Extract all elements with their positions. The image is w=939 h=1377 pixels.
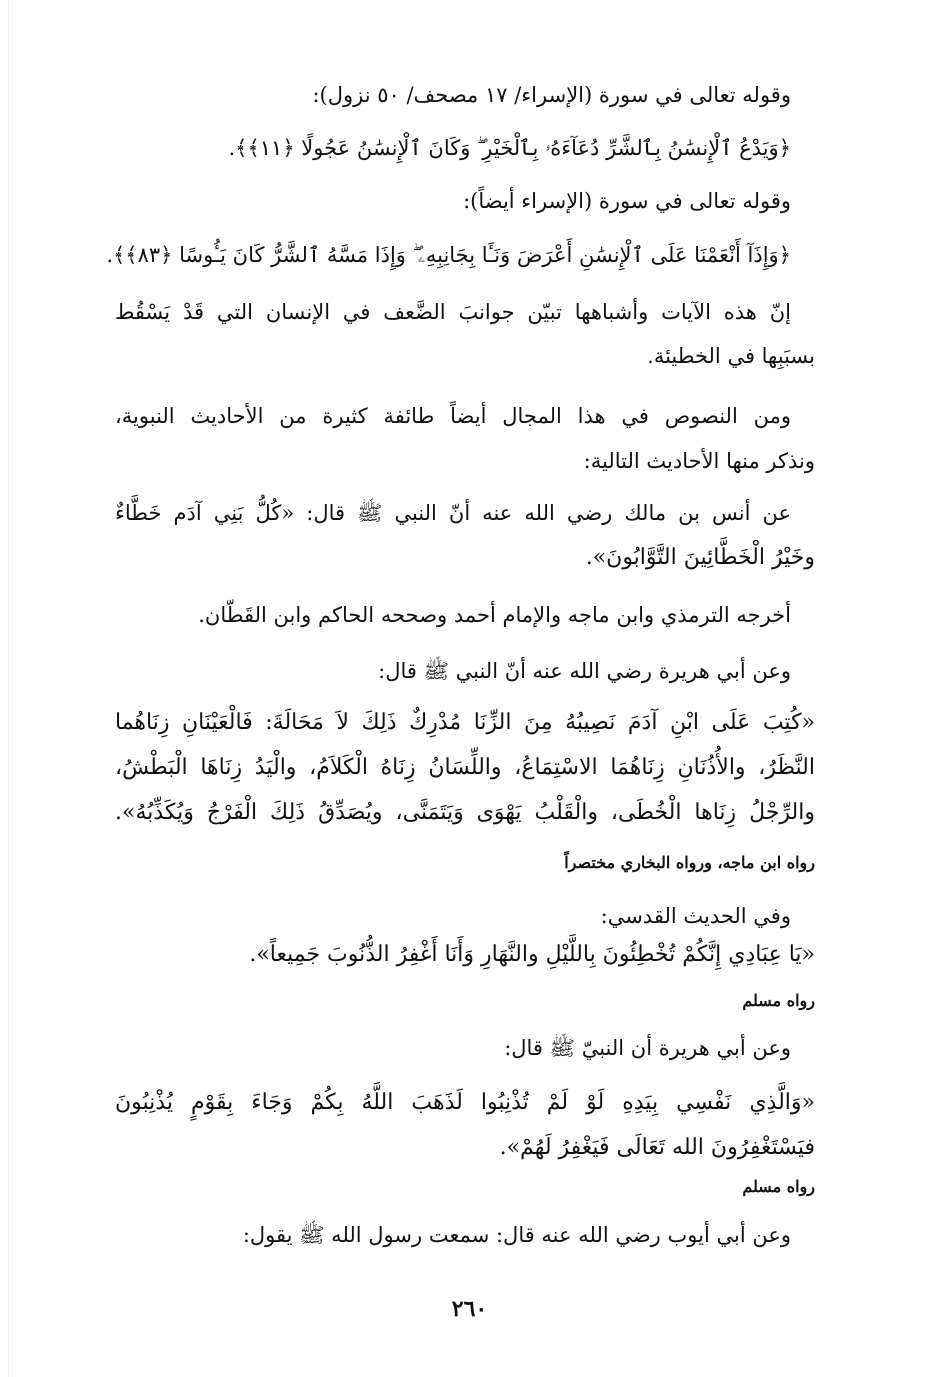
source-note: رواه ابن ماجه، ورواه البخاري مختصراً [564, 853, 815, 872]
narrator-line: وفي الحديث القدسي: [600, 904, 791, 928]
hadith-line: «وَالَّذِي نَفْسِي بِيَدِهِ لَوْ لَمْ تُذْنِبُوا لَذَهَبَ اللَّهُ بِكُمْ وَجَاءَ بِقَوْمٍ يُذْنِبُونَ [115, 1090, 815, 1115]
narrator-line: وعن أبي أيوب رضي الله عنه قال: سمعت رسول الله ﷺ يقول: [242, 1223, 791, 1247]
narrator-line: وعن أبي هريرة أن النبيّ ﷺ قال: [504, 1036, 791, 1060]
quran-verse-isra-83: ﴿وَإِذَآ أَنْعَمْنَا عَلَى ٱلْإِنسَٰنِ أَعْرَضَ وَنَـَٔا بِجَانِبِهِۦ ۖ وَإِذَا مَسَّهُ ٱلشَّرُّ كَانَ يَـُٔوسًا ﴿٨٣﴾﴾. [106, 243, 791, 267]
source-note: رواه مسلم [742, 1177, 815, 1196]
narrator-line: وعن أبي هريرة رضي الله عنه أنّ النبي ﷺ قال: [378, 659, 791, 683]
hadith-line: «يَا عِبَادِي إِنَّكُمْ تُخْطِئُونَ بِاللَّيْلِ والنَّهَارِ وَأَنَا أَغْفِرُ الذُّنُوبَ جَمِيعاً». [249, 942, 815, 967]
hadith-line: النَّظَرُ، والأُذُنَانِ زِنَاهُمَا الاسْتِمَاعُ، واللِّسَانُ زِنَاهُ الْكَلاَمُ، والْيَدُ زِنَاهَا الْبَطْشُ، [115, 755, 815, 780]
hadith-line: وخَيْرُ الْخَطَّائِينَ التَّوَّابُونَ». [585, 545, 815, 570]
hadith-line: «كُتِبَ عَلَى ابْنِ آدَمَ نَصِيبُهُ مِنَ الزِّنَا مُدْرِكٌ ذَلِكَ لاَ مَحَالَةَ: فَالْعَيْنَانِ زِنَاهُما [115, 710, 815, 735]
source-note: رواه مسلم [742, 991, 815, 1010]
takhrij-line: أخرجه الترمذي وابن ماجه والإمام أحمد وصححه الحاكم وابن القَطّان. [198, 603, 791, 627]
paragraph-line: ومن النصوص في هذا المجال أيضاً طائفة كثيرة من الأحاديث النبوية، [115, 404, 791, 428]
scan-margin [8, 0, 9, 1377]
paragraph-line: ونذكر منها الأحاديث التالية: [583, 449, 815, 473]
paragraph-line: بسبَبِها في الخطيئة. [647, 344, 815, 368]
paragraph-line: إنّ هذه الآيات وأشباهها تبيّن جوانبَ الضَّعف في الإنسان التي قَدْ يَسْقُط [115, 300, 791, 324]
quran-verse-isra-11: ﴿وَيَدْعُ ٱلْإِنسَٰنُ بِٱلشَّرِّ دُعَآءَهُۥ بِٱلْخَيْرِ ۖ وَكَانَ ٱلْإِنسَٰنُ عَجُولًا ﴿١١﴾﴾. [228, 136, 791, 160]
intro-line-isra-also: وقوله تعالى في سورة (الإسراء أيضاً): [463, 189, 791, 213]
page-number: ٢٦٠ [451, 1296, 488, 1322]
hadith-line: فيَسْتَغْفِرُونَ الله تَعَالَى فَيَغْفِرُ لَهُمْ». [499, 1135, 815, 1160]
hadith-line: والرِّجْلُ زِنَاها الْخُطَى، والْقَلْبُ يَهْوَى وَيَتَمَنَّى، ويُصَدِّقُ ذَلِكَ الْفَرْجُ وَيُكَذِّبُهُ». [115, 800, 815, 825]
hadith-line: عن أنس بن مالك رضي الله عنه أنّ النبي ﷺ قال: «كُلُّ بَنِي آدَم خَطَّاءٌ [115, 501, 791, 525]
intro-line-isra-17: وقوله تعالى في سورة (الإسراء/ ١٧ مصحف/ ٥٠ نزول): [312, 83, 791, 107]
